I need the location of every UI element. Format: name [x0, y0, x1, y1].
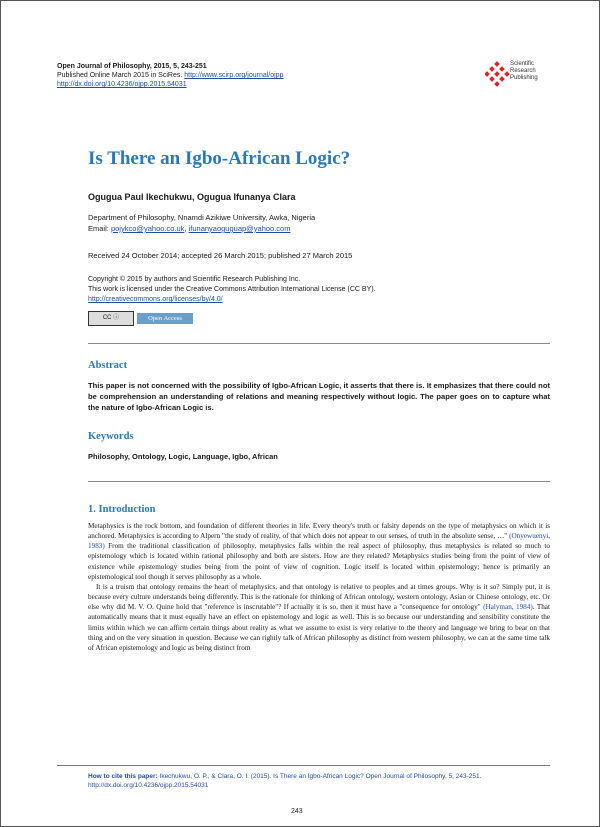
affiliation: Department of Philosophy, Nnamdi Azikiwe University, Awka, Nigeria	[88, 213, 316, 222]
doi-link[interactable]: http://dx.doi.org/10.4236/ojpp.2015.54031	[57, 81, 187, 88]
email-link-2[interactable]: ifunanyaoguguap@yahoo.com	[188, 224, 291, 233]
paragraph-2	[88, 582, 550, 653]
logo-line-3: Publishing	[510, 75, 538, 81]
paragraph-1-text-b: From the traditional classification of philosophy, metaphysics falls within the real aspect of philosophy, thus metaphysics is related so much to epistemology which is located within rational philosophy and both are sisters. How are they related? Metaphysics studies being from the point of view of existence while epistemology studies being from the point of view of cognition. Logic itself is located within epistemology; hence is primarily an epistemological tool though it serves philosophy as a whole.	[88, 542, 550, 581]
logo-line-2: Research	[510, 68, 536, 74]
open-access-badge: Open Access	[137, 313, 193, 324]
introduction-heading: 1. Introduction	[88, 504, 156, 515]
license-link[interactable]: http://creativecommons.org/licenses/by/4.0/	[88, 296, 223, 303]
page-number: 243	[291, 808, 303, 815]
footer-doi-link[interactable]: http://dx.doi.org/10.4236/ojpp.2015.54031	[88, 782, 209, 789]
paragraph-2-text-b: . That automatically means that it must equally have an effect on epistemology and logic as well. This is so because our understanding and sensibility constitute the limits within which we can affirm certain things about reality as what we assume to exist is very relative to the theory and language we bring to bear on that thing and on the very situation in question. Because we can rightly talk of African philosophy as distinct from western philosophy, we can at the same time talk of African epistemology and logic as being distinct from	[88, 603, 550, 652]
paragraph-1	[88, 521, 550, 582]
cc-badge-icon: CC ⓘ	[88, 311, 134, 326]
abstract-heading: Abstract	[88, 360, 128, 371]
published-text: Published Online March 2015 in SciRes.	[57, 72, 183, 79]
paragraph-1-text-a: Metaphysics is the rock bottom, and foundation of different theories in life. Every theory's truth or falsity depends on the type of metaphysics on which it is anchored. Metaphysics is according to Alpern "the study of reality, of that which does not appear to our senses, of truth in the absolute sense, …"	[88, 522, 550, 541]
logo-text	[510, 61, 538, 82]
authors: Ogugua Paul Ikechukwu, Ogugua Ifunanya Clara	[88, 192, 296, 202]
citation-footer	[88, 772, 550, 790]
footer-label: How to cite this paper:	[88, 773, 158, 780]
affiliation-block: Department of Philosophy, Nnamdi Azikiwe University, Awka, Nigeria Email: pojykco@yahoo.co.uk, ifunanyaoguguap@yahoo.com	[88, 213, 316, 233]
abstract-text: This paper is not concerned with the possibility of Igbo-African Logic, it asserts that there is. It emphasizes that there could not be comprehension an understanding of relations and meaning respectively without logic. The paper goes on to capture what the nature of Igbo-African Logic is.	[88, 381, 550, 412]
paper-title: Is There an Igbo-African Logic?	[88, 148, 351, 169]
copyright-block	[88, 275, 376, 305]
footer-divider	[57, 765, 550, 766]
email-link-1[interactable]: pojykco@yahoo.co.uk	[110, 224, 185, 233]
citation-onyewuenyi[interactable]: (Onyewuenyi, 1983)	[88, 532, 550, 551]
divider	[88, 343, 550, 344]
copyright-line-2: This work is licensed under the Creative Commons Attribution International License (CC BY).	[88, 286, 376, 293]
copyright-line-1: Copyright © 2015 by authors and Scientific Research Publishing Inc.	[88, 276, 301, 283]
logo-line-1: Scientific	[510, 61, 535, 67]
journal-url-link[interactable]: http://www.scirp.org/journal/ojpp	[184, 72, 284, 79]
footer-text: Ikechukwu, O. P., & Clara, O. I. (2015). Is There an Igbo-African Logic? Open Journal of Philosophy, 5, 243-251.	[157, 773, 482, 780]
journal-citation: Open Journal of Philosophy, 2015, 5, 243-251	[57, 63, 207, 70]
paragraph-2-text-a: It is a truism that ontology remains the heart of metaphysics, and that ontology is relative to peoples and at times groups. Why is it so? Simply put, it is because every culture understands being differently. This is the rationale for thinking of African ontology, western ontology, Asian or Chinese ontology, etc. Or else why did M. V. O. Quine hold that "reference is inscrutable"? If actually it is so, then it must have a "consequence for ontology"	[88, 582, 550, 612]
email-label: Email:	[88, 224, 109, 233]
divider	[88, 481, 550, 482]
citation-halyman[interactable]: (Halyman, 1984)	[483, 603, 533, 612]
keywords-text: Philosophy, Ontology, Logic, Language, Igbo, African	[88, 452, 278, 461]
journal-header	[57, 62, 283, 89]
keywords-heading: Keywords	[88, 431, 134, 442]
dates: Received 24 October 2014; accepted 26 March 2015; published 27 March 2015	[88, 251, 353, 260]
introduction-body	[88, 521, 550, 653]
